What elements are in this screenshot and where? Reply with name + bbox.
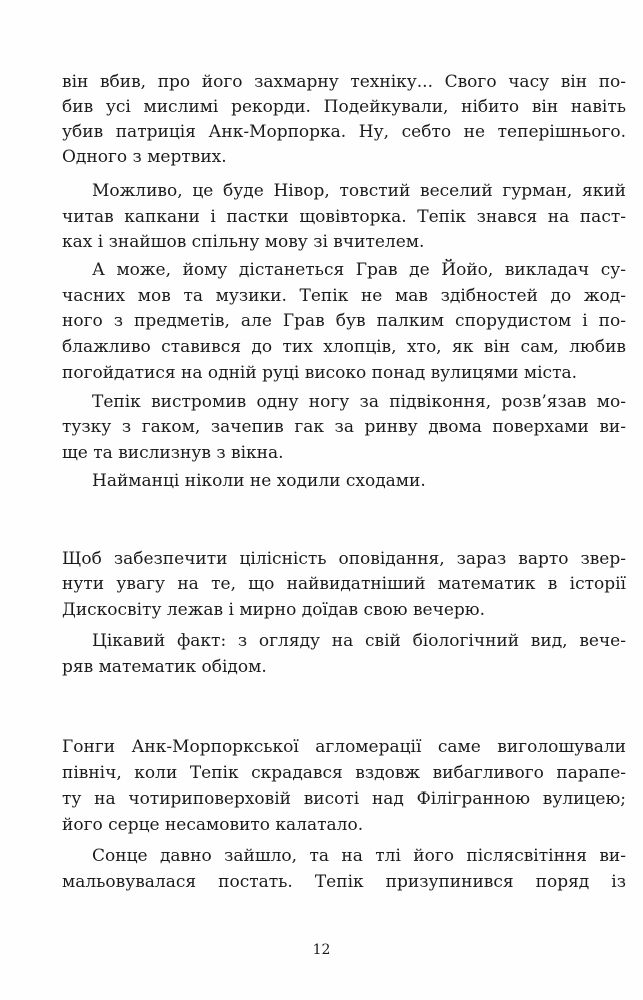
text-line: його серце несамовито калатало. — [62, 815, 364, 835]
text-line: Сонце давно зайшло, та на тлі його післясвітіння ви- — [92, 846, 626, 866]
text-line: тузку з гаком, зачепив гак за ринву двома поверхами ви- — [62, 417, 626, 437]
text-line: Найманці ніколи не ходили сходами. — [92, 471, 426, 491]
text-line: він вбив, про його захмарну техніку... Свого часу він по- — [62, 72, 626, 92]
text-line: блажливо ставився до тих хлопців, хто, як він сам, любив — [62, 337, 626, 357]
text-line: ще та вислизнув з вікна. — [62, 443, 284, 463]
text-line: Можливо, це буде Нівор, товстий веселий гурман, який — [92, 181, 626, 201]
text-line: убив патриція Анк-Морпорка. Ну, себто не теперішнього. — [62, 122, 626, 142]
page-number: 12 — [312, 942, 331, 958]
text-line: читав капкани і пастки щовівторка. Тепік знався на паст- — [62, 207, 626, 227]
text-line: нути увагу на те, що найвидатніший математик в історії — [62, 574, 626, 594]
text-line: ряв математик обідом. — [62, 657, 267, 677]
text-line: Одного з мертвих. — [62, 147, 227, 167]
text-line: погойдатися на одній руці високо понад вулицями міста. — [62, 363, 578, 383]
text-line: мальовувалася постать. Тепік призупинився поряд із — [62, 872, 626, 892]
text-line: Дискосвіту лежав і мирно доїдав свою вечерю. — [62, 600, 485, 620]
text-line: Щоб забезпечити цілісність оповідання, зараз варто звер- — [62, 549, 626, 569]
text-line: північ, коли Тепік скрадався вздовж вибагливого парапе- — [62, 763, 626, 783]
text-line: ках і знайшов спільну мову зі вчителем. — [62, 232, 425, 252]
text-line: Гонги Анк-Морпоркської агломерації саме виголошували — [62, 737, 626, 757]
text-line: Цікавий факт: з огляду на свій біологічний вид, вече- — [92, 631, 626, 651]
text-line: Тепік вистромив одну ногу за підвіконня, розв’язав мо- — [92, 392, 626, 412]
text-line: бив усі мислимі рекорди. Подейкували, нібито він навіть — [62, 97, 626, 117]
text-line: ного з предметів, але Грав був палким спорудистом і по- — [62, 311, 626, 331]
text-line: ту на чотириповерховій висоті над Філігранною вулицею; — [62, 789, 626, 809]
text-line: А може, йому дістанеться Грав де Йойо, викладач су- — [92, 260, 626, 280]
text-line: часних мов та музики. Тепік не мав здібностей до жод- — [62, 286, 626, 306]
